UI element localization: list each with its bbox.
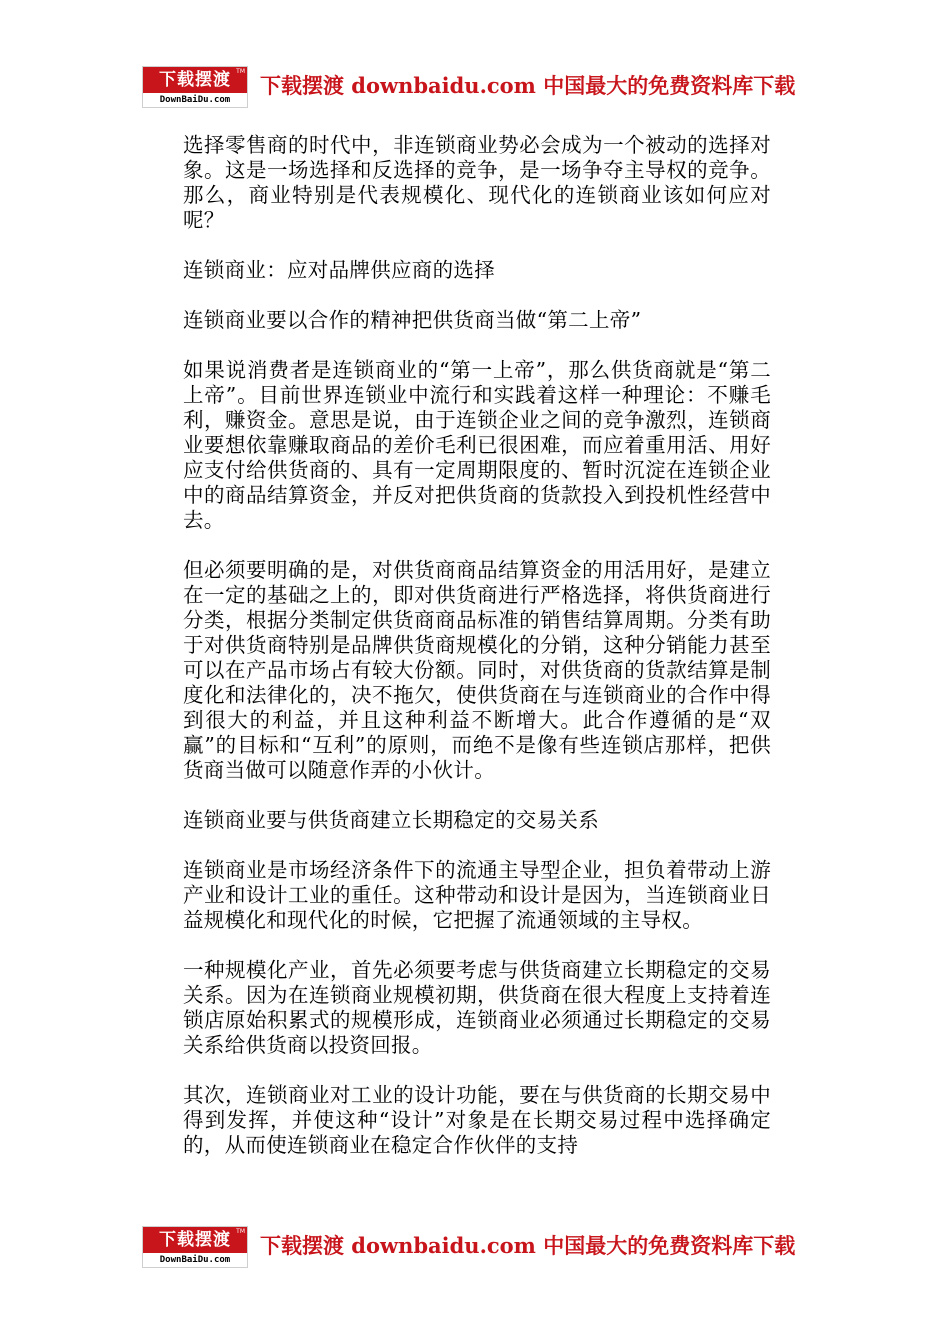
section-heading: 连锁商业要与供货商建立长期稳定的交易关系 — [183, 808, 599, 832]
paragraph: 其次，连锁商业对工业的设计功能，要在与供货商的长期交易中得到发挥，并使这种“设计”对象是在长期交易过程中选择确定的，从而使连锁商业在稳定合作伙伴的支持 — [183, 1083, 771, 1157]
site-logo[interactable] — [142, 66, 248, 108]
footer-banner — [142, 1226, 802, 1268]
paragraph: 如果说消费者是连锁商业的“第一上帝”，那么供货商就是“第二上帝”。目前世界连锁业中流行和实践着这样一种理论：不赚毛利，赚资金。意思是说，由于连锁企业之间的竞争激烈，连锁商业要想依靠赚取商品的差价毛利已很困难，而应着重用活、用好应支付给供货商的、具有一定周期限度的、暂时沉淀在连锁企业中的商品结算资金，并反对把供货商的货款投入到投机性经营中去。 — [183, 358, 771, 532]
logo-domain: DownBaiDu.com — [159, 95, 231, 105]
site-logo[interactable] — [142, 1226, 248, 1268]
logo-text: 下载摆渡 — [143, 67, 247, 93]
trademark-mark: TM — [236, 68, 245, 75]
document-body — [183, 133, 771, 1183]
header-slogan[interactable]: 下载摆渡 downbaidu.com 中国最大的免费资料库下载 — [260, 73, 796, 98]
section-heading: 连锁商业：应对品牌供应商的选择 — [183, 258, 495, 282]
logo-text: 下载摆渡 — [143, 1227, 247, 1253]
header-banner — [142, 66, 802, 108]
section-heading: 连锁商业要以合作的精神把供货商当做“第二上帝” — [183, 308, 642, 332]
trademark-mark: TM — [236, 1228, 245, 1235]
paragraph: 选择零售商的时代中，非连锁商业势必会成为一个被动的选择对象。这是一场选择和反选择的竞争，是一场争夺主导权的竞争。那么，商业特别是代表规模化、现代化的连锁商业该如何应对呢？ — [183, 133, 771, 232]
footer-slogan[interactable]: 下载摆渡 downbaidu.com 中国最大的免费资料库下载 — [260, 1233, 796, 1258]
paragraph: 但必须要明确的是，对供货商商品结算资金的用活用好，是建立在一定的基础之上的，即对供货商进行严格选择，将供货商进行分类，根据分类制定供货商商品标准的销售结算周期。分类有助于对供货商特别是品牌供货商规模化的分销，这种分销能力甚至可以在产品市场占有较大份额。同时，对供货商的货款结算是制度化和法律化的，决不拖欠，使供货商在与连锁商业的合作中得到很大的利益，并且这种利益不断增大。此合作遵循的是“双赢”的目标和“互利”的原则，而绝不是像有些连锁店那样，把供货商当做可以随意作弄的小伙计。 — [183, 558, 771, 782]
logo-domain: DownBaiDu.com — [159, 1255, 231, 1265]
paragraph: 一种规模化产业，首先必须要考虑与供货商建立长期稳定的交易关系。因为在连锁商业规模初期，供货商在很大程度上支持着连锁店原始积累式的规模形成，连锁商业必须通过长期稳定的交易关系给供货商以投资回报。 — [183, 958, 771, 1057]
paragraph: 连锁商业是市场经济条件下的流通主导型企业，担负着带动上游产业和设计工业的重任。这种带动和设计是因为，当连锁商业日益规模化和现代化的时候，它把握了流通领域的主导权。 — [183, 858, 771, 932]
